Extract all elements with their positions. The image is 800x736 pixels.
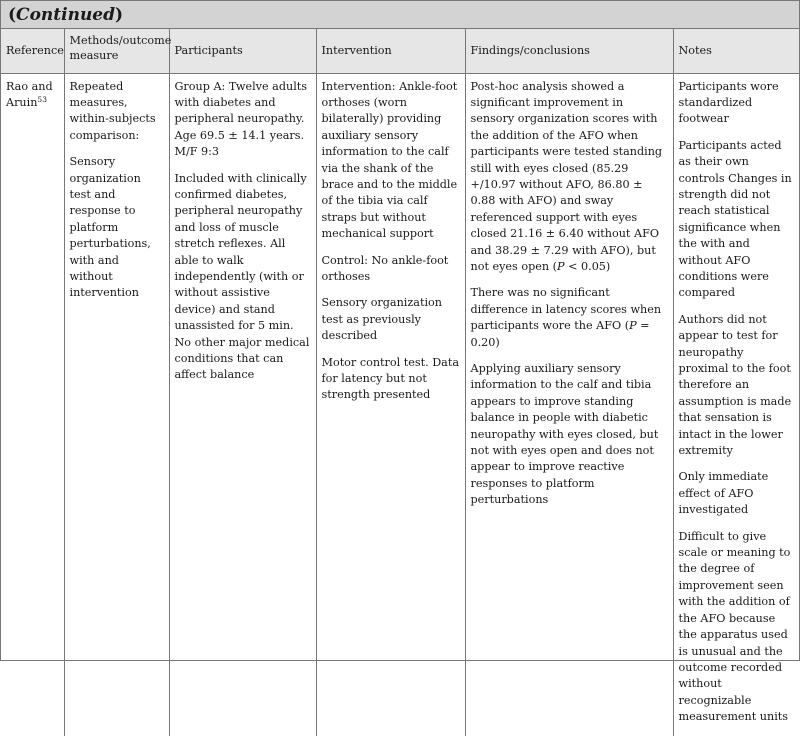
note-footwear: Participants wore standardized footwear <box>678 79 779 126</box>
banner-word: Continued <box>16 4 116 25</box>
header-methods: Methods/outcome measure <box>64 29 169 73</box>
reference-text: Rao and Aruin <box>6 79 53 109</box>
cell-reference <box>1 73 64 736</box>
header-notes: Notes <box>673 29 799 73</box>
note-immediate-effect: Only immediate effect of AFO investigated <box>678 470 769 517</box>
participants-criteria: Included with clinically confirmed diabetes, peripheral neuropathy and loss of muscle stretch reflexes. All able to walk independently (with or without assistive device) and stand unassisted for 5 min. No other major medical conditions that can affect balance <box>174 171 310 382</box>
findings-sensory-organization <box>471 79 668 276</box>
intervention-description: Intervention: Ankle-foot orthoses (worn bilaterally) providing auxiliary sensory information to the calf via the shank of the brace and to the middle of the tibia via calf straps but without mechanical support <box>321 79 458 241</box>
findings-p1-pvalue-symbol: P <box>557 259 565 273</box>
header-participants: Participants <box>169 29 316 73</box>
continued-banner <box>1 1 799 29</box>
cell-findings <box>465 73 673 736</box>
findings-p1-pvalue: < 0.05) <box>564 259 611 273</box>
header-intervention: Intervention <box>316 29 465 73</box>
cell-notes <box>673 73 799 736</box>
intervention-motor-test: Motor control test. Data for latency but not strength presented <box>321 355 460 402</box>
cell-intervention <box>316 73 465 736</box>
header-reference: Reference <box>1 29 64 73</box>
header-findings: Findings/conclusions <box>465 29 673 73</box>
findings-p1-text: Post-hoc analysis showed a significant improvement in sensory organization scores with the addition of the AFO when participants were tested standing still with eyes closed (85.29 +/10.97 without AFO, 86.80 ± 0.88 with AFO) and sway referenced support with eyes closed 21.16 ± 6.40 without AFO and 38.29 ± 7.29 with AFO), but not eyes open ( <box>470 79 663 273</box>
findings-p2-pvalue: = 0.20) <box>470 319 650 349</box>
findings-p2-text: There was no significant difference in latency scores when participants wore the AFO ( <box>470 286 662 333</box>
note-controls: Participants acted as their own controls Changes in strength did not reach statistical significance when the with and without AFO conditions were compared <box>678 138 792 300</box>
intervention-sensory-test: Sensory organization test as previously described <box>321 296 442 343</box>
reference-citation: 53 <box>37 94 47 104</box>
note-neuropathy: Authors did not appear to test for neuropathy proximal to the foot therefore an assumption is made that sensation is intact in the lower extremity <box>678 312 792 458</box>
methods-outcome: Sensory organization test and response to platform perturbations, with and without intervention <box>69 155 151 300</box>
evidence-table <box>1 29 799 736</box>
participants-group: Group A: Twelve adults with diabetes and peripheral neuropathy. Age 69.5 ± 14.1 years. M/F 9:3 <box>174 79 308 159</box>
table-header-row <box>1 29 799 73</box>
banner-open-paren: ( <box>8 4 17 25</box>
methods-design: Repeated measures, within-subjects comparison: <box>69 79 156 142</box>
intervention-control: Control: No ankle-foot orthoses <box>321 253 449 283</box>
table-row <box>1 73 799 736</box>
cell-participants <box>169 73 316 736</box>
findings-conclusion: Applying auxiliary sensory information to the calf and tibia appears to improve standing balance in people with diabetic neuropathy with eyes closed, but not with eyes open and does not appear to improve reactive responses to platform perturbations <box>470 362 659 507</box>
findings-latency <box>471 285 668 351</box>
findings-p2-pvalue-symbol: P <box>629 319 637 333</box>
note-scale: Difficult to give scale or meaning to the degree of improvement seen with the addition of the AFO because the apparatus used is unusual and the outcome recorded without recognizable measurement units <box>678 529 791 724</box>
cell-methods <box>64 73 169 736</box>
banner-close-paren: ) <box>115 4 124 25</box>
